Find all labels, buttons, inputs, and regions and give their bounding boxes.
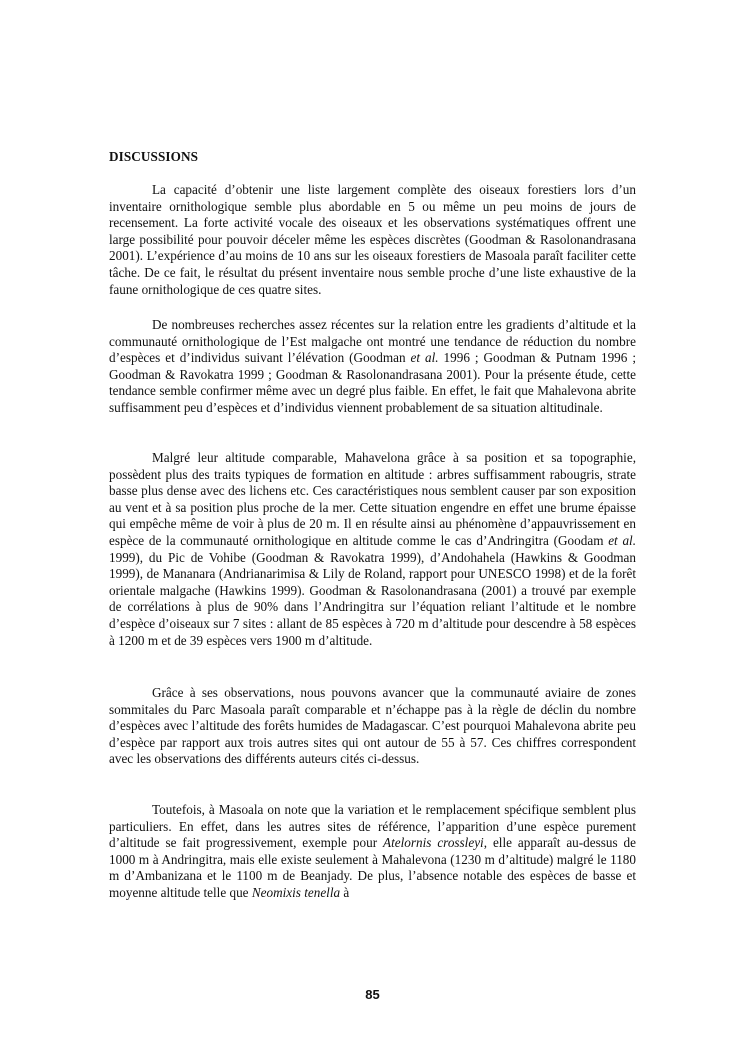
page-number: 85 bbox=[365, 987, 380, 1002]
paragraph-4 bbox=[109, 685, 636, 768]
paragraph-2 bbox=[109, 317, 636, 417]
paragraph-5-text-b: , elle apparaît au-dessus de 1000 m à Andringitra, mais elle existe seulement à Mahalevona (1230 m d’altitude) malgré le 1180 m d’Ambanizana et le 1100 m de Beanjady. De plus, l’absence notable des espèces de basse et moyenne altitude telle que bbox=[109, 835, 636, 900]
paragraph-2-text-a: De nombreuses recherches assez récentes sur la relation entre les gradients d’altitude et la communauté ornithologique de l’Est malgache ont montré une tendance de réduction du nombre d’espèces et d’individus suivant l’élévation (Goodman bbox=[109, 317, 636, 366]
paragraph-3-text-b: 1999), du Pic de Vohibe (Goodman & Ravokatra 1999), d’Andohahela (Hawkins & Goodman 1999), de Mananara (Andrianarimisa & Lily de Roland, rapport pour UNESCO 1998) et de la forêt orientale malgache (Hawkins 1999). Goodman & Rasolonandrasana (2001) a trouvé par exemple de corrélations à plus de 90% dans l’Andringitra sur l’équation reliant l’altitude et le nombre d’espèce d’oiseaux sur 7 sites : allant de 85 espèces à 720 m d’altitude pour descendre à 58 espèces à 1200 m et de 39 espèces vers 1900 m d’altitude. bbox=[109, 549, 636, 648]
paragraph-3-text-a: Malgré leur altitude comparable, Mahavelona grâce à sa position et sa topographie, possèdent plus des traits typiques de formation en altitude : arbres suffisamment rabougris, strate basse plus dense avec des lichens etc. Ces caractéristiques nous semblent causer par son exposition au vent et à sa position plus proche de la mer. Cette situation engendre en effet une brume épaisse qui empêche même de voir à plus de 20 m. Il en résulte ainsi au phénomène d’appauvrissement en espèce de la communauté ornithologique en altitude comme le cas d’Andringitra (Goodam bbox=[109, 450, 636, 548]
paragraph-2-italic: et al. bbox=[410, 350, 439, 366]
paragraph-5 bbox=[109, 802, 636, 902]
paragraph-3 bbox=[109, 450, 636, 649]
paragraph-5-text-a: Toutefois, à Masoala on note que la variation et le remplacement spécifique semblent plus particuliers. En effet, dans les autres sites de référence, l’apparition d’une espèce purement d’altitude se fait progressivement, exemple pour bbox=[109, 802, 636, 851]
document-page bbox=[109, 0, 636, 1053]
paragraph-5-text-c: à bbox=[340, 884, 350, 900]
paragraph-1 bbox=[109, 182, 636, 298]
paragraph-1-text: La capacité d’obtenir une liste largement complète des oiseaux forestiers lors d’un inventaire ornithologique semble plus abordable en 5 ou même un peu moins de jours de recensement. La forte activité vocale des oiseaux et les observations systématiques offrent une large possibilité pour pouvoir déceler même les espèces discrètes (Goodman & Rasolonandrasana 2001). L’expérience d’au moins de 10 ans sur les oiseaux forestiers de Masoala paraît faciliter cette tâche. De ce fait, le résultat du présent inventaire nous semble proche d’une liste exhaustive de la faune ornithologique de ces quatre sites. bbox=[109, 182, 636, 297]
paragraph-2-text-b: 1996 ; Goodman & Putnam 1996 ; Goodman & Ravokatra 1999 ; Goodman & Rasolonandrasana 2001). Pour la présente étude, cette tendance semble confirmer même avec un degré plus faible. En effet, le fait que Mahalevona abrite suffisamment peu d’espèces et d’individus viennent probablement de sa situation altitudinale. bbox=[109, 350, 636, 415]
paragraph-4-text: Grâce à ses observations, nous pouvons avancer que la communauté aviaire de zones sommitales du Parc Masoala paraît comparable et n’échappe pas à la règle de déclin du nombre d’espèces avec l’altitude des forêts humides de Madagascar. C’est pourquoi Mahalevona abrite peu d’espèce par rapport aux trois autres sites qui ont autour de 55 à 57. Ces chiffres correspondent avec les observations des différents auteurs cités ci-dessus. bbox=[109, 685, 636, 767]
section-heading: DISCUSSIONS bbox=[109, 149, 199, 164]
paragraph-3-italic: et al. bbox=[608, 532, 636, 548]
paragraph-5-italic-species-2: Neomixis tenella bbox=[251, 884, 341, 900]
paragraph-5-italic-species-1: Atelornis crossleyi bbox=[383, 835, 484, 851]
